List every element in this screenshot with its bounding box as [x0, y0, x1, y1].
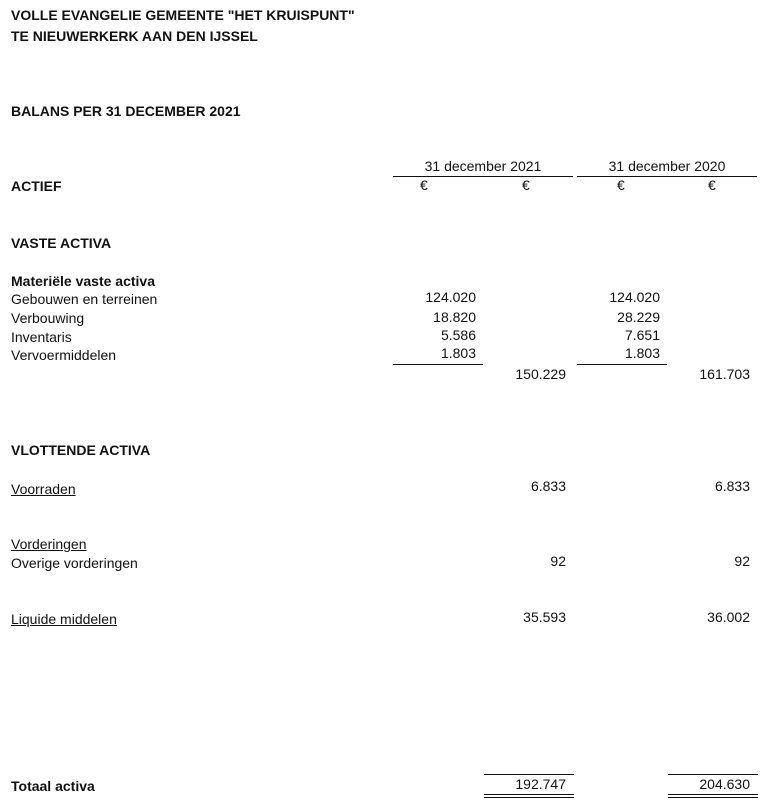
asset-value-2020: 1.803: [624, 345, 660, 361]
vorderingen-label: Vorderingen: [11, 536, 87, 552]
asset-value-2021: 124.020: [425, 289, 476, 305]
asset-value-2021: 1.803: [440, 345, 476, 361]
column-header-2020: 31 december 2020: [608, 158, 726, 174]
currency-symbol: €: [522, 177, 530, 193]
vaste-activa-total-2020: 161.703: [699, 366, 750, 382]
totaal-activa-label: Totaal activa: [11, 778, 95, 794]
overige-vorderingen-label: Overige vorderingen: [11, 555, 138, 571]
total-rule-bottom-2020: [668, 797, 758, 798]
totaal-value-2020: 204.630: [699, 776, 750, 792]
totaal-value-2021: 192.747: [515, 776, 566, 792]
asset-label-inventaris: Inventaris: [11, 329, 72, 345]
asset-value-2021: 5.586: [440, 327, 476, 343]
voorraden-value-2021: 6.833: [530, 478, 566, 494]
column-header-2021: 31 december 2021: [424, 158, 542, 174]
total-rule-top-2020: [668, 774, 758, 775]
asset-label-vervoermiddelen: Vervoermiddelen: [11, 347, 117, 363]
liquide-value-2021: 35.593: [523, 609, 566, 625]
currency-symbol: €: [617, 177, 625, 193]
subtotal-rule-2020: [577, 364, 667, 365]
asset-value-2021: 18.820: [433, 309, 476, 325]
organization-location: TE NIEUWERKERK AAN DEN IJSSEL: [11, 28, 258, 44]
section-label: ACTIEF: [11, 178, 62, 194]
total-rule-bottom-2021: [484, 797, 574, 798]
vorderingen-value-2020: 92: [734, 553, 750, 569]
total-rule-top-2021: [484, 774, 574, 775]
subtotal-rule-2021: [393, 364, 483, 365]
voorraden-label: Voorraden: [11, 481, 76, 497]
total-rule-bottom-2020: [668, 794, 758, 795]
asset-value-2020: 28.229: [617, 309, 660, 325]
asset-label-gebouwen: Gebouwen en terreinen: [11, 291, 158, 307]
currency-symbol: €: [420, 177, 428, 193]
asset-value-2020: 124.020: [609, 289, 660, 305]
vlottende-activa-heading: VLOTTENDE ACTIVA: [11, 442, 151, 458]
asset-label-verbouwing: Verbouwing: [11, 310, 85, 326]
liquide-middelen-label: Liquide middelen: [11, 611, 117, 627]
voorraden-value-2020: 6.833: [714, 478, 750, 494]
materiele-vaste-activa-heading: Materiële vaste activa: [11, 273, 155, 289]
header-rule-2020: [577, 176, 757, 177]
vaste-activa-heading: VASTE ACTIVA: [11, 235, 112, 251]
page-title: BALANS PER 31 DECEMBER 2021: [11, 103, 241, 119]
vorderingen-value-2021: 92: [550, 553, 566, 569]
vaste-activa-total-2021: 150.229: [515, 366, 566, 382]
total-rule-bottom-2021: [484, 794, 574, 795]
asset-value-2020: 7.651: [624, 327, 660, 343]
organization-name: VOLLE EVANGELIE GEMEENTE "HET KRUISPUNT": [11, 7, 355, 23]
currency-symbol: €: [708, 177, 716, 193]
liquide-value-2020: 36.002: [707, 609, 750, 625]
